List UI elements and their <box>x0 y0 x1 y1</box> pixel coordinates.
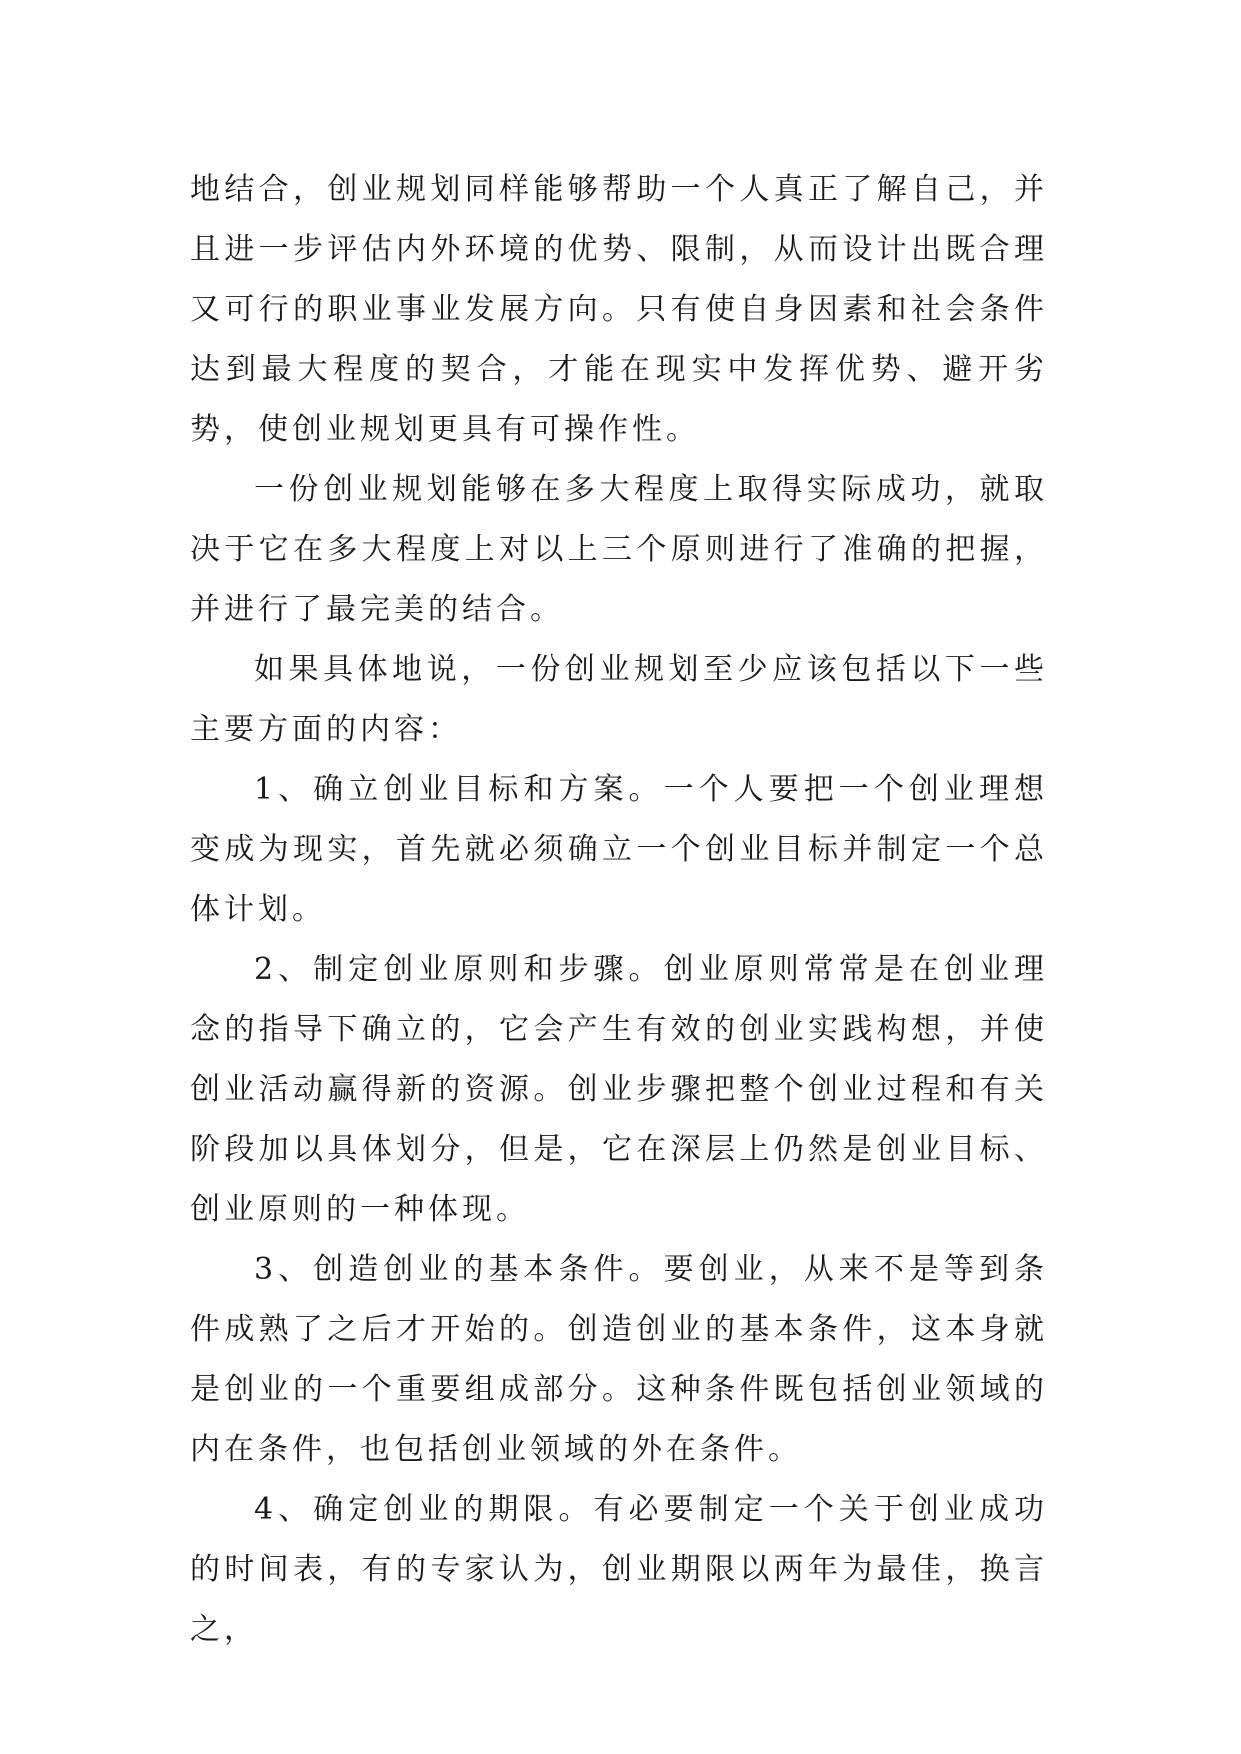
list-item-paragraph: 3、创造创业的基本条件。要创业，从来不是等到条件成熟了之后才开始的。创造创业的基本条件，这本身就是创业的一个重要组成部分。这种条件既包括创业领域的内在条件，也包括创业领域的外在条件。 <box>190 1252 1048 1467</box>
paragraph: 如果具体地说，一份创业规划至少应该包括以下一些主要方面的内容： <box>190 652 1048 747</box>
body-text <box>190 160 1048 1660</box>
list-item-paragraph: 2、制定创业原则和步骤。创业原则常常是在创业理念的指导下确立的，它会产生有效的创业实践构想，并使创业活动赢得新的资源。创业步骤把整个创业过程和有关阶段加以具体划分，但是，它在深层上仍然是创业目标、创业原则的一种体现。 <box>190 952 1048 1227</box>
list-item-paragraph: 1、确立创业目标和方案。一个人要把一个创业理想变成为现实，首先就必须确立一个创业目标并制定一个总体计划。 <box>190 772 1048 927</box>
paragraph: 一份创业规划能够在多大程度上取得实际成功，就取决于它在多大程度上对以上三个原则进行了准确的把握，并进行了最完美的结合。 <box>190 472 1048 627</box>
paragraph-continuation: 地结合，创业规划同样能够帮助一个人真正了解自己，并且进一步评估内外环境的优势、限制，从而设计出既合理又可行的职业事业发展方向。只有使自身因素和社会条件达到最大程度的契合，才能在现实中发挥优势、避开劣势，使创业规划更具有可操作性。 <box>190 172 1048 447</box>
list-item-paragraph: 4、确定创业的期限。有必要制定一个关于创业成功的时间表，有的专家认为，创业期限以两年为最佳，换言之， <box>190 1492 1048 1647</box>
